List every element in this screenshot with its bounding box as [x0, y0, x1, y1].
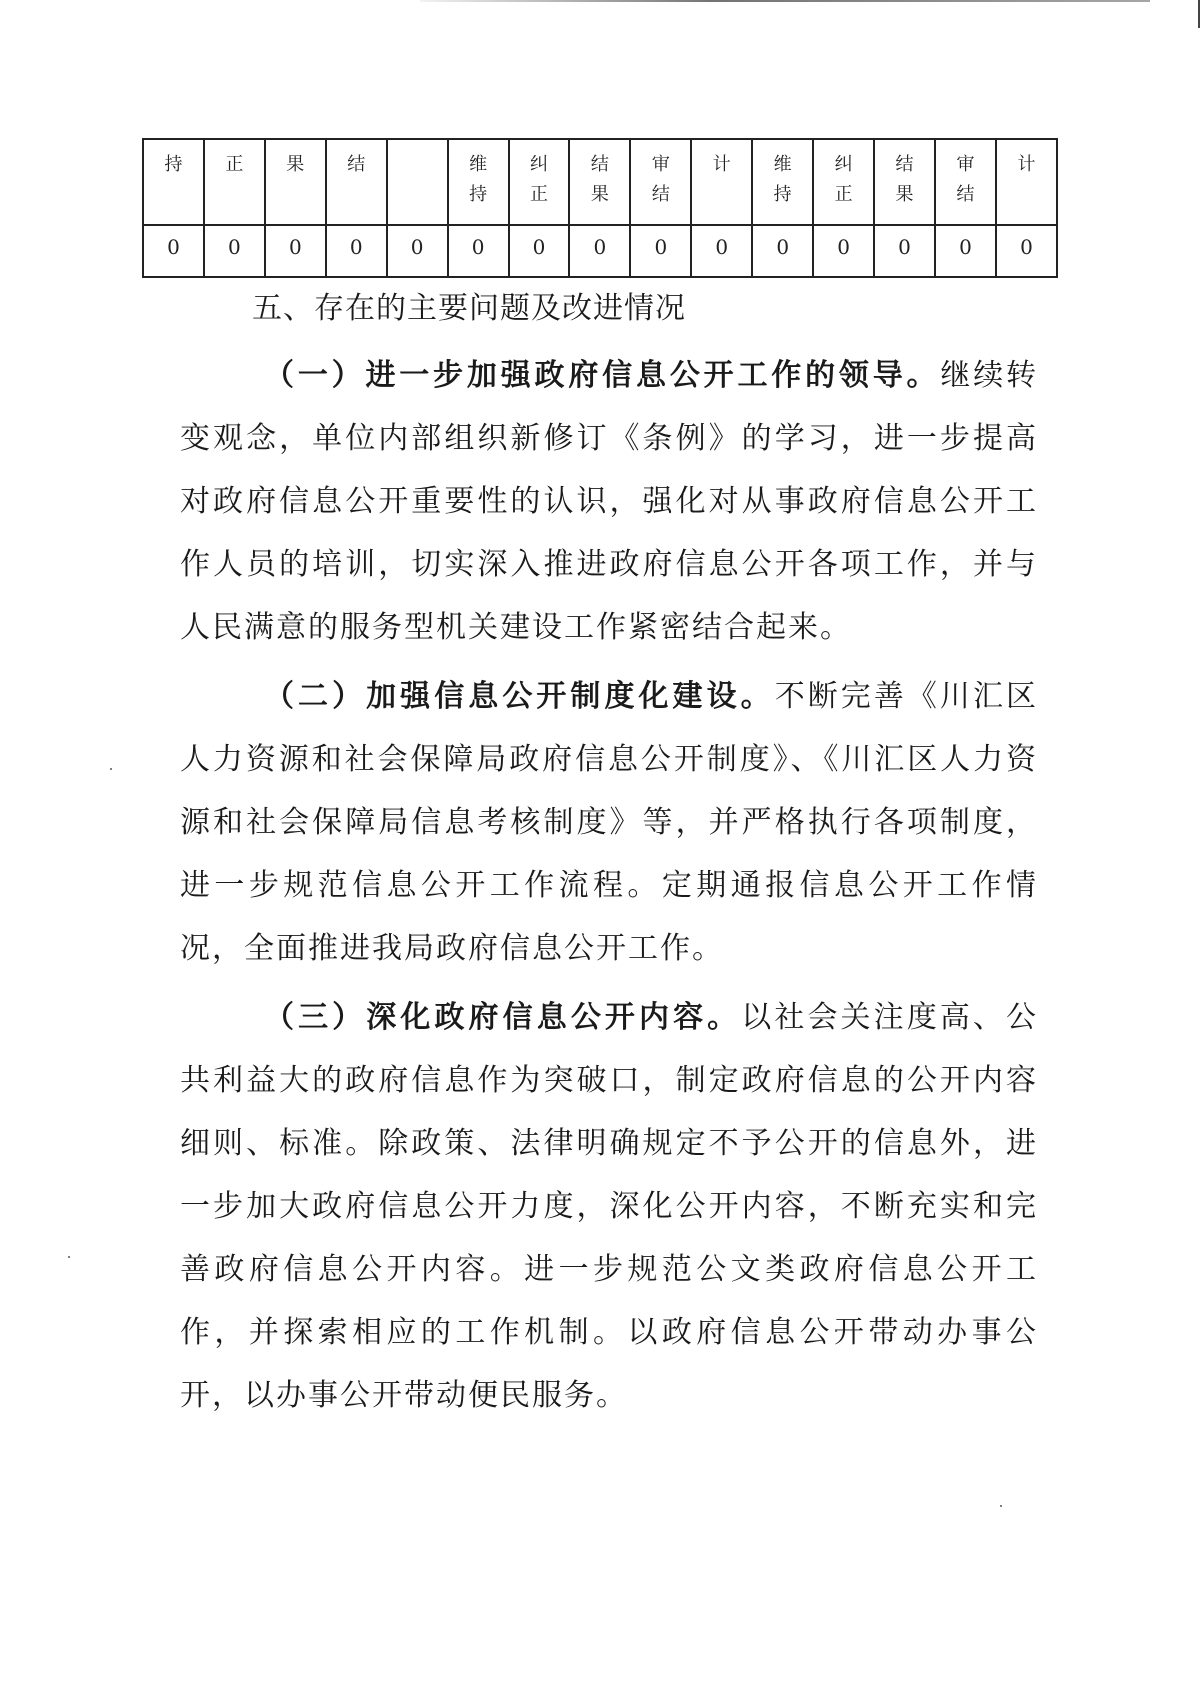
- header-char: 计: [712, 154, 731, 175]
- table-value-cell: 0: [387, 225, 448, 277]
- table-header-cell: [387, 139, 448, 225]
- header-char: 果: [590, 184, 609, 205]
- table-value-cell: 0: [691, 225, 752, 277]
- header-char: 结: [347, 154, 366, 175]
- table-header-cell: [813, 139, 874, 225]
- table-value-row: [143, 225, 1057, 277]
- scan-speck: [68, 1256, 70, 1258]
- header-char: 计: [1017, 154, 1036, 175]
- header-char: 持: [773, 184, 792, 205]
- table-header-cell: [569, 139, 630, 225]
- table-header-cell: [996, 139, 1057, 225]
- table-header-cell: [448, 139, 509, 225]
- section-heading: 五、存在的主要问题及改进情况: [252, 291, 686, 326]
- paragraph-lead: （二）加强信息公开制度化建设。: [264, 679, 775, 714]
- table-value-cell: 0: [996, 225, 1057, 277]
- scan-artifact-top: [420, 0, 1150, 2]
- table-value-cell: 0: [874, 225, 935, 277]
- table-value-cell: 0: [813, 225, 874, 277]
- header-char: 果: [286, 154, 305, 175]
- table-value-cell: 0: [326, 225, 387, 277]
- header-char: 持: [164, 154, 183, 175]
- paragraph-lead: （一）进一步加强政府信息公开工作的领导。: [264, 358, 941, 393]
- document-body: [180, 284, 1038, 1433]
- paragraph-leadership: [180, 344, 1038, 659]
- header-char: 正: [529, 184, 548, 205]
- header-char: 纠: [834, 154, 853, 175]
- table-header-cell: [326, 139, 387, 225]
- table-value-cell: 0: [569, 225, 630, 277]
- header-char: 果: [895, 184, 914, 205]
- paragraph-lead: （三）深化政府信息公开内容。: [264, 1000, 742, 1035]
- header-char: 正: [834, 184, 853, 205]
- header-char: 正: [225, 154, 244, 175]
- table-header-cell: [143, 139, 204, 225]
- table-value-cell: 0: [448, 225, 509, 277]
- statistics-table: [142, 138, 1058, 278]
- header-char: 审: [651, 154, 670, 175]
- table-header-row: [143, 139, 1057, 225]
- header-char: 结: [651, 184, 670, 205]
- header-char: 结: [956, 184, 975, 205]
- table-value-cell: 0: [630, 225, 691, 277]
- header-char: 结: [590, 154, 609, 175]
- table-value-cell: 0: [509, 225, 570, 277]
- table-header-cell: [204, 139, 265, 225]
- table-value-cell: 0: [935, 225, 996, 277]
- header-char: 结: [895, 154, 914, 175]
- header-char: 持: [469, 184, 488, 205]
- paragraph-body: 以社会关注度高、公共利益大的政府信息作为突破口，制定政府信息的公开内容细则、标准。除政策、法律明确规定不予公开的信息外，进一步加大政府信息公开力度，深化公开内容，不断充实和完善政府信息公开内容。进一步规范公文类政府信息公开工作，并探索相应的工作机制。以政府信息公开带动办事公开，以办事公开带动便民服务。: [180, 1000, 1039, 1413]
- table-header-cell: [752, 139, 813, 225]
- table-value-cell: 0: [204, 225, 265, 277]
- header-char: 审: [956, 154, 975, 175]
- paragraph-body: 继续转变观念，单位内部组织新修订《条例》的学习，进一步提高对政府信息公开重要性的认识，强化对从事政府信息公开工作人员的培训，切实深入推进政府信息公开各项工作，并与人民满意的服务型机关建设工作紧密结合起来。: [180, 358, 1039, 645]
- table-header-cell: [630, 139, 691, 225]
- paragraph-content: [180, 986, 1038, 1427]
- paragraph-body: 不断完善《川汇区人力资源和社会保障局政府信息公开制度》、《川汇区人力资源和社会保障局信息考核制度》等，并严格执行各项制度，进一步规范信息公开工作流程。定期通报信息公开工作情况，全面推进我局政府信息公开工作。: [180, 679, 1039, 966]
- table-header-cell: [935, 139, 996, 225]
- table-header-cell: [874, 139, 935, 225]
- header-char: 维: [773, 154, 792, 175]
- scan-speck: [1000, 1505, 1002, 1507]
- header-char: 维: [469, 154, 488, 175]
- table-header-cell: [509, 139, 570, 225]
- table-value-cell: 0: [265, 225, 326, 277]
- table-header-cell: [265, 139, 326, 225]
- paragraph-institution: [180, 665, 1038, 980]
- table-header-cell: [691, 139, 752, 225]
- table-value-cell: 0: [752, 225, 813, 277]
- table-value-cell: 0: [143, 225, 204, 277]
- header-char: 纠: [529, 154, 548, 175]
- scan-speck: [110, 768, 112, 770]
